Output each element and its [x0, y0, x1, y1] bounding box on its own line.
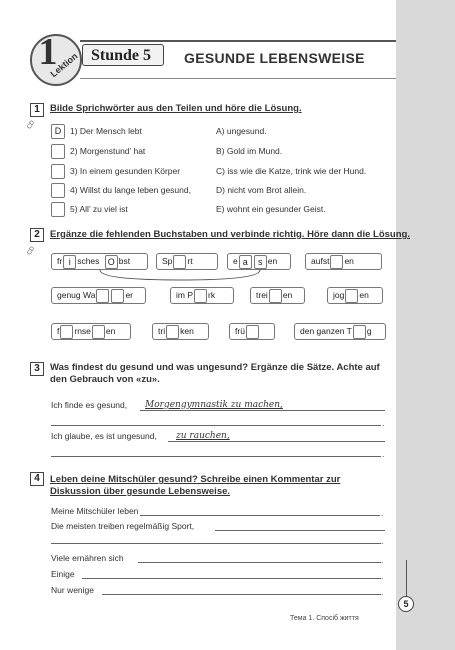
answer-box-3[interactable] — [51, 164, 65, 179]
letter-blank[interactable] — [345, 289, 358, 303]
word-card-den-ganzen-tag[interactable] — [294, 323, 386, 340]
sentence-ernaehren: Viele ernähren sich — [51, 553, 124, 563]
proverb-end-c: C) iss wie die Katze, trink wie der Hund. — [216, 166, 367, 176]
task-number-3: 3 — [30, 362, 44, 376]
word-part: jog — [333, 290, 345, 300]
page-tab-line — [406, 560, 407, 598]
sentence-gesund: Ich finde es gesund, — [51, 400, 128, 410]
proverb-start-3: 3) In einem gesunden Körper — [70, 166, 181, 176]
period: . — [381, 587, 384, 597]
period: . — [381, 571, 384, 581]
cd-icon: CD — [26, 245, 37, 257]
period: . — [382, 449, 385, 459]
header-rule — [80, 40, 396, 42]
word-card-joggen[interactable] — [327, 287, 383, 304]
page-title: GESUNDE LEBENSWEISE — [184, 50, 365, 66]
proverb-end-b: B) Gold im Mund. — [216, 146, 283, 156]
period: . — [381, 508, 384, 518]
answer-box-2[interactable] — [51, 144, 65, 159]
word-part: g — [366, 326, 372, 336]
proverb-end-d: D) nicht vom Brot allein. — [216, 185, 307, 195]
handwritten-answer-2: zu rauchen, — [176, 431, 230, 441]
handwritten-answer-1: Morgengymnastik zu machen, — [145, 400, 283, 410]
word-part: rk — [208, 290, 216, 300]
task3-instruction: Was findest du gesund und was ungesund? Ergänze die Sätze. Achte auf den Gebrauch von «zu». — [50, 362, 380, 385]
task4-instruction: Leben deine Mitschüler gesund? Schreibe einen Kommentar zur Diskussion über gesunde Lebensweise. — [50, 474, 341, 497]
word-card-im-park[interactable] — [170, 287, 234, 304]
task1-instruction: Bilde Sprichwörter aus den Teilen und höre die Lösung. — [50, 103, 302, 114]
letter-blank[interactable] — [96, 289, 109, 303]
answer-line[interactable] — [168, 441, 385, 442]
word-card-aufstehen[interactable] — [305, 253, 382, 270]
task-number-4: 4 — [30, 472, 44, 486]
word-part: en — [359, 290, 369, 300]
footer-text: Тема 1. Спосіб життя — [290, 615, 359, 622]
word-part: fr — [57, 256, 63, 266]
word-card-trinken[interactable] — [152, 323, 209, 340]
sentence-mitschueler: Meine Mitschüler leben — [51, 506, 139, 516]
word-part: en — [267, 256, 278, 266]
header-rule-bottom — [80, 78, 396, 79]
task-number-1: 1 — [30, 103, 44, 117]
letter-blank[interactable]: s — [254, 255, 267, 269]
word-part: f — [57, 326, 60, 336]
proverb-start-5: 5) All’ zu viel ist — [70, 204, 128, 214]
word-part: aufst — [311, 256, 330, 266]
period: . — [381, 555, 384, 565]
word-part: e — [233, 256, 238, 266]
period: . — [381, 536, 384, 546]
cd-icon: CD — [26, 119, 37, 131]
letter-blank[interactable]: O — [105, 255, 118, 269]
lektion-number: 1 — [38, 31, 58, 73]
word-part: sches — [77, 256, 100, 266]
proverb-start-2: 2) Morgenstund’ hat — [70, 146, 146, 156]
answer-line[interactable] — [140, 410, 385, 411]
word-part: rnse — [74, 326, 91, 336]
word-card-treiben[interactable] — [250, 287, 305, 304]
word-part: en — [105, 326, 116, 336]
proverb-end-a: A) ungesund. — [216, 126, 267, 136]
sentence-nur-wenige: Nur wenige — [51, 585, 94, 595]
word-part: Sp — [162, 256, 173, 266]
letter-blank[interactable] — [166, 325, 179, 339]
letter-blank[interactable] — [173, 255, 186, 269]
sentence-einige: Einige — [51, 569, 75, 579]
proverb-start-1: 1) Der Mensch lebt — [70, 126, 142, 136]
answer-box-4[interactable] — [51, 183, 65, 198]
word-part: bst — [118, 256, 131, 266]
letter-blank[interactable]: a — [239, 255, 252, 269]
word-part: rt — [187, 256, 193, 266]
letter-blank[interactable] — [269, 289, 282, 303]
page-margin-strip — [396, 0, 455, 650]
word-part: im P — [176, 290, 193, 300]
letter-blank[interactable] — [92, 325, 105, 339]
word-part: en — [344, 256, 354, 266]
letter-blank[interactable] — [246, 325, 259, 339]
proverb-end-e: E) wohnt ein gesunder Geist. — [216, 204, 326, 214]
task-number-2: 2 — [30, 228, 44, 242]
letter-blank[interactable] — [353, 325, 366, 339]
answer-line[interactable] — [51, 543, 381, 544]
answer-box-5[interactable] — [51, 202, 65, 217]
letter-blank[interactable] — [111, 289, 124, 303]
sentence-sport: Die meisten treiben regelmäßig Sport, — [51, 521, 195, 531]
word-part: trei — [256, 290, 268, 300]
word-part: ken — [180, 326, 194, 336]
connector-line — [100, 270, 260, 280]
word-part: genug Wa — [57, 290, 96, 300]
stunde-label: Stunde 5 — [82, 44, 164, 66]
answer-line[interactable] — [140, 515, 380, 516]
answer-line[interactable] — [51, 456, 381, 457]
sentence-ungesund: Ich glaube, es ist ungesund, — [51, 431, 157, 441]
word-part: tri — [158, 326, 166, 336]
answer-box-1[interactable]: D — [51, 124, 65, 139]
proverb-start-4: 4) Willst du lange leben gesund, — [70, 185, 191, 195]
word-card-frueh[interactable] — [229, 323, 275, 340]
letter-blank[interactable] — [330, 255, 343, 269]
page-number: 5 — [398, 596, 414, 612]
letter-blank[interactable] — [194, 289, 207, 303]
period: . — [382, 418, 385, 428]
word-part: frü — [235, 326, 245, 336]
word-part: er — [125, 290, 133, 300]
task2-instruction: Ergänze die fehlenden Buchstaben und verbinde richtig. Höre dann die Lösung. — [50, 229, 410, 240]
word-part: den ganzen T — [300, 326, 352, 336]
connector-lines — [60, 268, 300, 286]
answer-line[interactable] — [82, 578, 381, 579]
answer-line[interactable] — [102, 594, 381, 595]
lektion-label: Lektion — [48, 50, 80, 80]
letter-blank[interactable] — [60, 325, 73, 339]
letter-blank[interactable]: i — [63, 255, 76, 269]
word-part: en — [282, 290, 293, 300]
word-card-genug-wasser[interactable] — [51, 287, 146, 304]
answer-line[interactable] — [51, 425, 381, 426]
word-card-fernsehen[interactable] — [51, 323, 131, 340]
answer-line[interactable] — [215, 530, 385, 531]
answer-line[interactable] — [138, 562, 381, 563]
